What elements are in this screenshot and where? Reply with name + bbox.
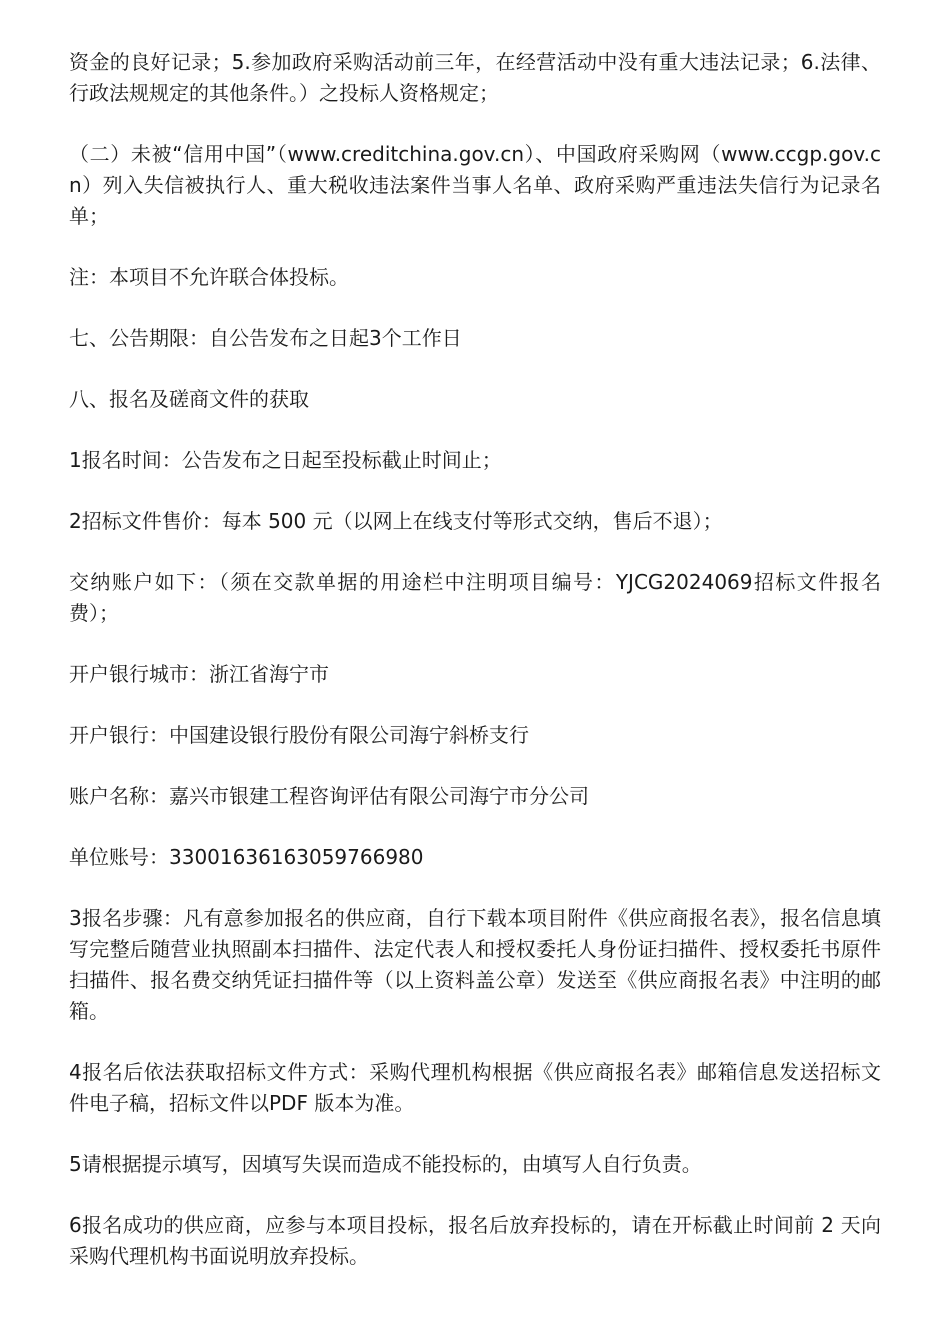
paragraph-credit-check: （二）未被“信用中国”（www.creditchina.gov.cn）、中国政府采购网（www.ccgp.gov.cn）列入失信被执行人、重大税收违法案件当事人名单、政府采购严重违法失信行为记录名单； (69, 142, 881, 228)
paragraph-note-consortium: 注：本项目不允许联合体投标。 (69, 265, 349, 289)
paragraph-obtain-documents: 4报名后依法获取招标文件方式：采购代理机构根据《供应商报名表》邮箱信息发送招标文件电子稿，招标文件以PDF 版本为准。 (69, 1060, 881, 1115)
paragraph-registration-steps: 3报名步骤：凡有意参加报名的供应商，自行下载本项目附件《供应商报名表》，报名信息填写完整后随营业执照副本扫描件、法定代表人和授权委托人身份证扫描件、授权委托书原件扫描件、报名费交纳凭证扫描件等（以上资料盖公章）发送至《供应商报名表》中注明的邮箱。 (69, 906, 881, 1023)
paragraph-fill-responsibility: 5请根据提示填写，因填写失误而造成不能投标的，由填写人自行负责。 (69, 1152, 702, 1176)
paragraph-withdrawal: 6报名成功的供应商，应参与本项目投标，报名后放弃投标的，请在开标截止时间前 2 天向采购代理机构书面说明放弃投标。 (69, 1213, 881, 1268)
paragraph-account-number: 单位账号：33001636163059766980 (69, 845, 424, 869)
section-heading-notice-period: 七、公告期限：自公告发布之日起3个工作日 (69, 326, 462, 350)
paragraph-account-name: 账户名称：嘉兴市银建工程咨询评估有限公司海宁市分公司 (69, 784, 589, 808)
paragraph-registration-time: 1报名时间：公告发布之日起至投标截止时间止； (69, 448, 502, 472)
paragraph-payment-account: 交纳账户如下：（须在交款单据的用途栏中注明项目编号：YJCG2024069招标文件报名费）； (69, 570, 881, 625)
paragraph-qualification-end: 资金的良好记录；5.参加政府采购活动前三年，在经营活动中没有重大违法记录；6.法律、行政法规规定的其他条件。）之投标人资格规定； (69, 50, 881, 105)
paragraph-bank-name: 开户银行：中国建设银行股份有限公司海宁斜桥支行 (69, 723, 529, 747)
section-heading-registration: 八、报名及磋商文件的获取 (69, 387, 309, 411)
paragraph-bank-city: 开户银行城市：浙江省海宁市 (69, 662, 329, 686)
paragraph-document-price: 2招标文件售价：每本 500 元（以网上在线支付等形式交纳，售后不退）； (69, 509, 723, 533)
document-body (69, 47, 881, 1302)
